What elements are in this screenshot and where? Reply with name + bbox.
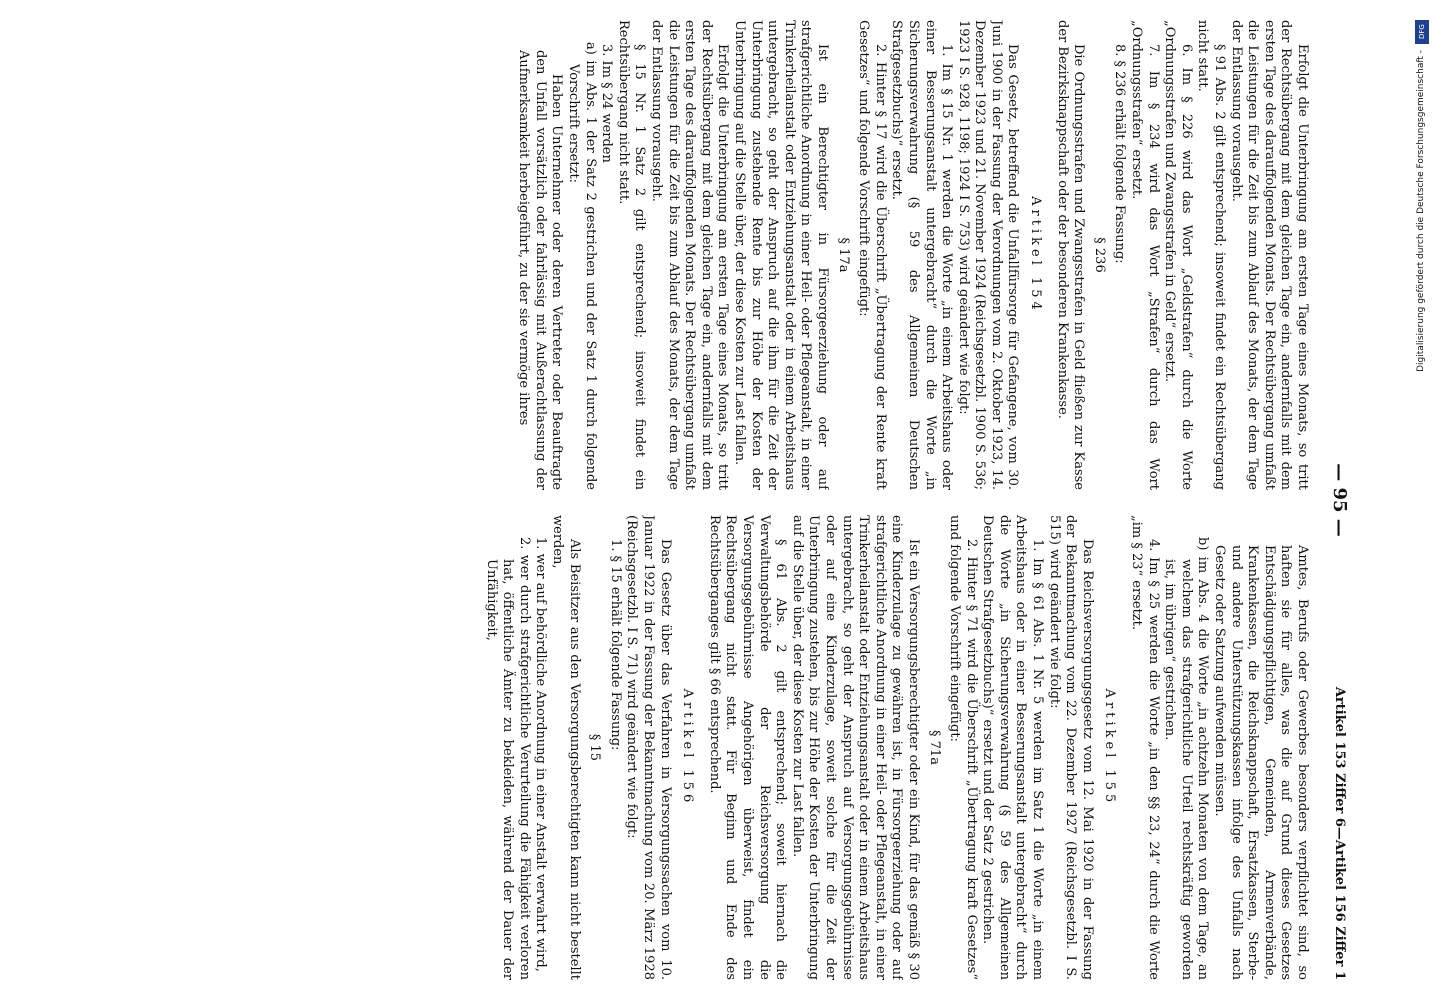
section-heading: § 15 [587, 733, 603, 762]
paragraph: Als Beisitzer aus den Versorgungsberechtigten kann nicht bestellt werden, [550, 515, 582, 980]
running-title: Artikel 153 Ziffer 6—Artikel 156 Ziffer 1 [1332, 686, 1348, 980]
paragraph: 7. Im § 234 wird das Wort „Strafen“ durch das Wort „Ordnungsstrafen“ ersetzt. [1129, 20, 1161, 490]
paragraph: Erfolgt die Unterbringung am ersten Tage eines Monats, so tritt der Rechtsübergang mit dem gleichen Tage ein, andernfalls mit dem ersten Tage des darauffolgenden Monats. Der Rechtsübergang umfaßt die Leistungen für die Zeit bis zum Ablauf des Monats, der dem Tage der Entlassung vorausgeht. [649, 20, 731, 490]
paragraph: Das Reichsversorgungsgesetz vom 12. Mai 1920 in der Fassung der Bekanntmachung vom 22. Dezember 1927 (Reichsgesetzbl. I S. 515) wird geändert wie folgt: [1046, 515, 1095, 980]
paragraph: Ist ein Berechtigter in Fürsorgeerziehung oder auf strafgerichtliche Anordnung in einer Heil- oder Pflegeanstalt, in einer Trinkerheilanstalt oder Entziehungsanstalt oder in einem Arbeitshaus untergebracht, so geht der Anspruch auf die ihm für die Zeit der Unterbringung zustehende Rente bis zur Höhe der Kosten der Unterbringung auf die Stelle über, der diese Kosten zur Last fallen. [732, 20, 830, 490]
paragraph: Das Gesetz über das Verfahren in Versorgungssachen vom 10. Januar 1922 in der Fassung der Bekanntmachung vom 20. März 1928 (Reichsgesetzbl. I S. 71) wird geändert wie folgt: [624, 515, 673, 980]
dfg-logo: DFG [1415, 20, 1429, 44]
left-column [20, 20, 1310, 490]
paragraph: § 61 Abs. 2 gilt entsprechend; soweit hiernach die Verwaltungsbehörde der Reichsversorgung die Versorgungsgebührnisse Angehörigen überweist, findet ein Rechtsübergang nicht statt. Für Beginn und Ende des Rechtsüberganges gilt § 66 entsprechend. [706, 515, 789, 980]
page-header [1320, 20, 1360, 980]
paragraph: § 15 Nr. 1 Satz 2 gilt entsprechend; insoweit findet ein Rechtsübergang nicht statt. [615, 20, 648, 490]
paragraph: Haben Unternehmer oder deren Vertreter oder Beauftragte den Unfall vorsätzlich oder fahrlässig mit Außerachtlassung der Aufmerksamkeit herbeigeführt, zu der sie vermöge ihres [516, 50, 565, 490]
paragraph: 3. Im § 24 werden [599, 44, 615, 163]
article-heading: Artikel 155 [1102, 688, 1118, 807]
paragraph: 1. wer auf behördliche Anordnung in einer Anstalt verwahrt wird, [533, 537, 549, 972]
paragraph: Ist ein Versorgungsberechtigter oder ein Kind, für das gemäß § 30 eine Kinderzulage zu gewähren ist, in Fürsorgeerziehung oder auf strafgerichtliche Anordnung in einer Heil- oder Pflegeanstalt, in einer Trinkerheilanstalt oder Entziehungsanstalt oder in einem Arbeitshaus untergebracht, so geht der Anspruch auf Versorgungsgebührnisse oder auf eine Kinderzulage, soweit solche für die Zeit der Unterbringung zustehen, bis zur Höhe der Kosten der Unterbringung auf die Stelle über, der diese Kosten zur Last fallen. [789, 515, 921, 980]
page-number: — 95 — [1329, 463, 1351, 537]
text-columns [20, 20, 1310, 980]
article-heading: Artikel 156 [680, 688, 696, 807]
paragraph: b) im Abs. 4 die Worte „in achtzehn Monaten von dem Tage, an welchem das strafgerichtliche Urteil rechtskräftig geworden ist, im übrigen“ gestrichen. [1162, 537, 1211, 980]
paragraph: a) im Abs. 1 der Satz 2 gestrichen und der Satz 1 durch folgende Vorschrift ersetzt: [566, 42, 598, 490]
paragraph: 1. § 15 erhält folgende Fassung: [607, 539, 623, 751]
right-column [20, 515, 1310, 980]
paragraph: Die Ordnungsstrafen und Zwangsstrafen in Geld fließen zur Kasse der Bezirksknappschaft oder der besonderen Krankenkasse. [1054, 20, 1087, 490]
paragraph: Amtes, Berufs oder Gewerbes besonders verpflichtet sind, so haften sie für alles, was die auf Grund dieses Gesetzes Entschädigungspflichtigen, Gemeinden, Armenverbände, Krankenkassen, die Reichsknappschaft, Ersatzkassen, Sterbe- und andere Unterstützungskassen infolge des Unfalls nach Gesetz oder Satzung aufwenden müssen. [1212, 545, 1310, 980]
credit-text: Digitalisierung gefördert durch die Deutsche Forschungsgemeinschaft - [1416, 50, 1426, 372]
paragraph: 1. Im § 61 Abs. 1 Nr. 5 werden im Satz 1 die Worte „in einem Arbeitshaus oder in einer Besserungsanstalt untergebracht“ durch die Worte „in Sicherungsverwahrung (§ 59 des Allgemeinen Deutschen Strafgesetzbuchs)“ ersetzt und der Satz 2 gestrichen. [980, 515, 1046, 980]
paragraph: 8. § 236 erhält folgende Fassung: [1112, 44, 1128, 264]
section-heading: § 236 [1091, 237, 1107, 273]
paragraph: § 91 Abs. 2 gilt entsprechend; insoweit findet ein Rechtsübergang nicht statt. [1195, 20, 1228, 490]
paragraph: Das Gesetz, betreffend die Unfallfürsorge für Gefangene, vom 30. Juni 1900 in der Fassung der Verordnungen vom 2. Oktober 1923, 14. Dezember 1923 und 21. November 1924 (Reichsgesetzbl. 1900 S. 536; 1923 I S. 928, 1198; 1924 I S. 753) wird geändert wie folgt: [955, 20, 1021, 490]
paragraph: 2. wer durch strafgerichtliche Verurteilung die Fähigkeit verloren hat, öffentliche Ämter zu bekleiden, während der Dauer der Unfähigkeit, [483, 537, 532, 980]
paragraph: 1. Im § 15 Nr. 1 werden die Worte „in einem Arbeitshaus oder einer Besserungsanstalt untergebracht“ durch die Worte „in Sicherungsverwahrung (§ 59 des Allgemeinen Deutschen Strafgesetzbuchs)“ ersetzt. [889, 20, 955, 490]
paragraph: 2. Hinter § 17 wird die Überschrift „Übertragung der Rente kraft Gesetzes“ und folgende Vorschrift eingefügt: [856, 20, 888, 490]
paragraph: 2. Hinter § 71 wird die Überschrift „Übertragung kraft Gesetzes“ und folgende Vorschrift eingefügt: [947, 515, 979, 980]
article-heading: Artikel 154 [1028, 196, 1044, 314]
section-heading: § 17a [835, 237, 851, 273]
paragraph: 6. Im § 226 wird das Wort „Geldstrafen“ durch die Worte „Ordnungsstrafen und Zwangsstrafen in Geld“ ersetzt. [1162, 20, 1194, 490]
paragraph: Erfolgt die Unterbringung am ersten Tage eines Monats, so tritt der Rechtsübergang mit dem gleichen Tage ein, andernfalls mit dem ersten Tage des darauffolgenden Monats. Der Rechtsübergang umfaßt die Leistungen für die Zeit bis zum Ablauf des Monats, der dem Tage der Entlassung vorausgeht. [1228, 20, 1310, 490]
paragraph: 4. Im § 25 werden die Worte „in den §§ 23, 24“ durch die Worte „im § 23“ ersetzt. [1129, 515, 1161, 980]
section-heading: § 71a [926, 730, 942, 765]
digitization-credit [1412, 10, 1434, 990]
